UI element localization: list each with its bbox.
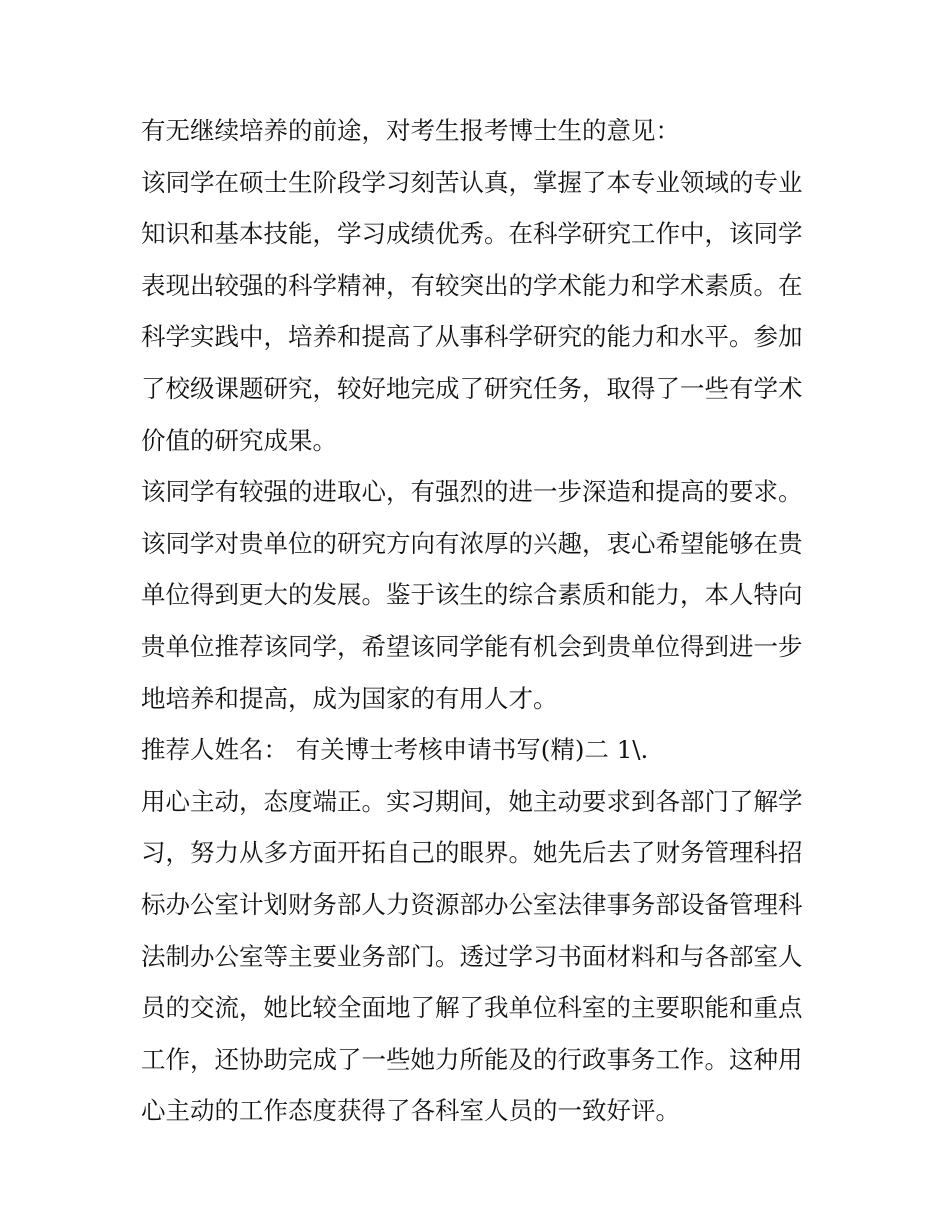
text-line: 单位得到更大的发展。鉴于该生的综合素质和能力，本人特向 xyxy=(141,580,803,610)
text-line: 标办公室计划财务部人力资源部办公室法律事务部设备管理科 xyxy=(141,889,803,919)
text-line: 价值的研究成果。 xyxy=(141,425,337,455)
text-line: 地培养和提高，成为国家的有用人才。 xyxy=(141,683,558,713)
text-line: 工作，还协助完成了一些她力所能及的行政事务工作。这种用 xyxy=(141,1044,803,1074)
text-line: 用心主动，态度端正。实习期间，她主动要求到各部门了解学 xyxy=(141,786,803,816)
text-line: 贵单位推荐该同学，希望该同学能有机会到贵单位得到进一步 xyxy=(141,631,803,661)
text-line: 心主动的工作态度获得了各科室人员的一致好评。 xyxy=(141,1096,680,1126)
text-line: 表现出较强的科学精神，有较突出的学术能力和学术素质。在 xyxy=(141,270,803,300)
text-line: 有无继续培养的前途，对考生报考博士生的意见： xyxy=(141,116,680,145)
text-line: 该同学有较强的进取心，有强烈的进一步深造和提高的要求。 xyxy=(141,477,803,507)
text-line: 习，努力从多方面开拓自己的眼界。她先后去了财务管理科招 xyxy=(141,838,803,868)
text-line: 法制办公室等主要业务部门。透过学习书面材料和与各部室人 xyxy=(141,941,803,971)
text-line: 该同学对贵单位的研究方向有浓厚的兴趣，衷心希望能够在贵 xyxy=(141,528,803,558)
text-line: 了校级课题研究，较好地完成了研究任务，取得了一些有学术 xyxy=(141,373,803,403)
text-line: 推荐人姓名： 有关博士考核申请书写(精)二 1\. xyxy=(141,735,649,765)
text-line: 该同学在硕士生阶段学习刻苦认真，掌握了本专业领域的专业 xyxy=(141,167,803,197)
text-line: 员的交流，她比较全面地了解了我单位科室的主要职能和重点 xyxy=(141,993,803,1023)
text-line: 科学实践中，培养和提高了从事科学研究的能力和水平。参加 xyxy=(141,322,803,352)
document-body xyxy=(141,105,821,1137)
text-line: 知识和基本技能，学习成绩优秀。在科学研究工作中，该同学 xyxy=(141,219,803,249)
